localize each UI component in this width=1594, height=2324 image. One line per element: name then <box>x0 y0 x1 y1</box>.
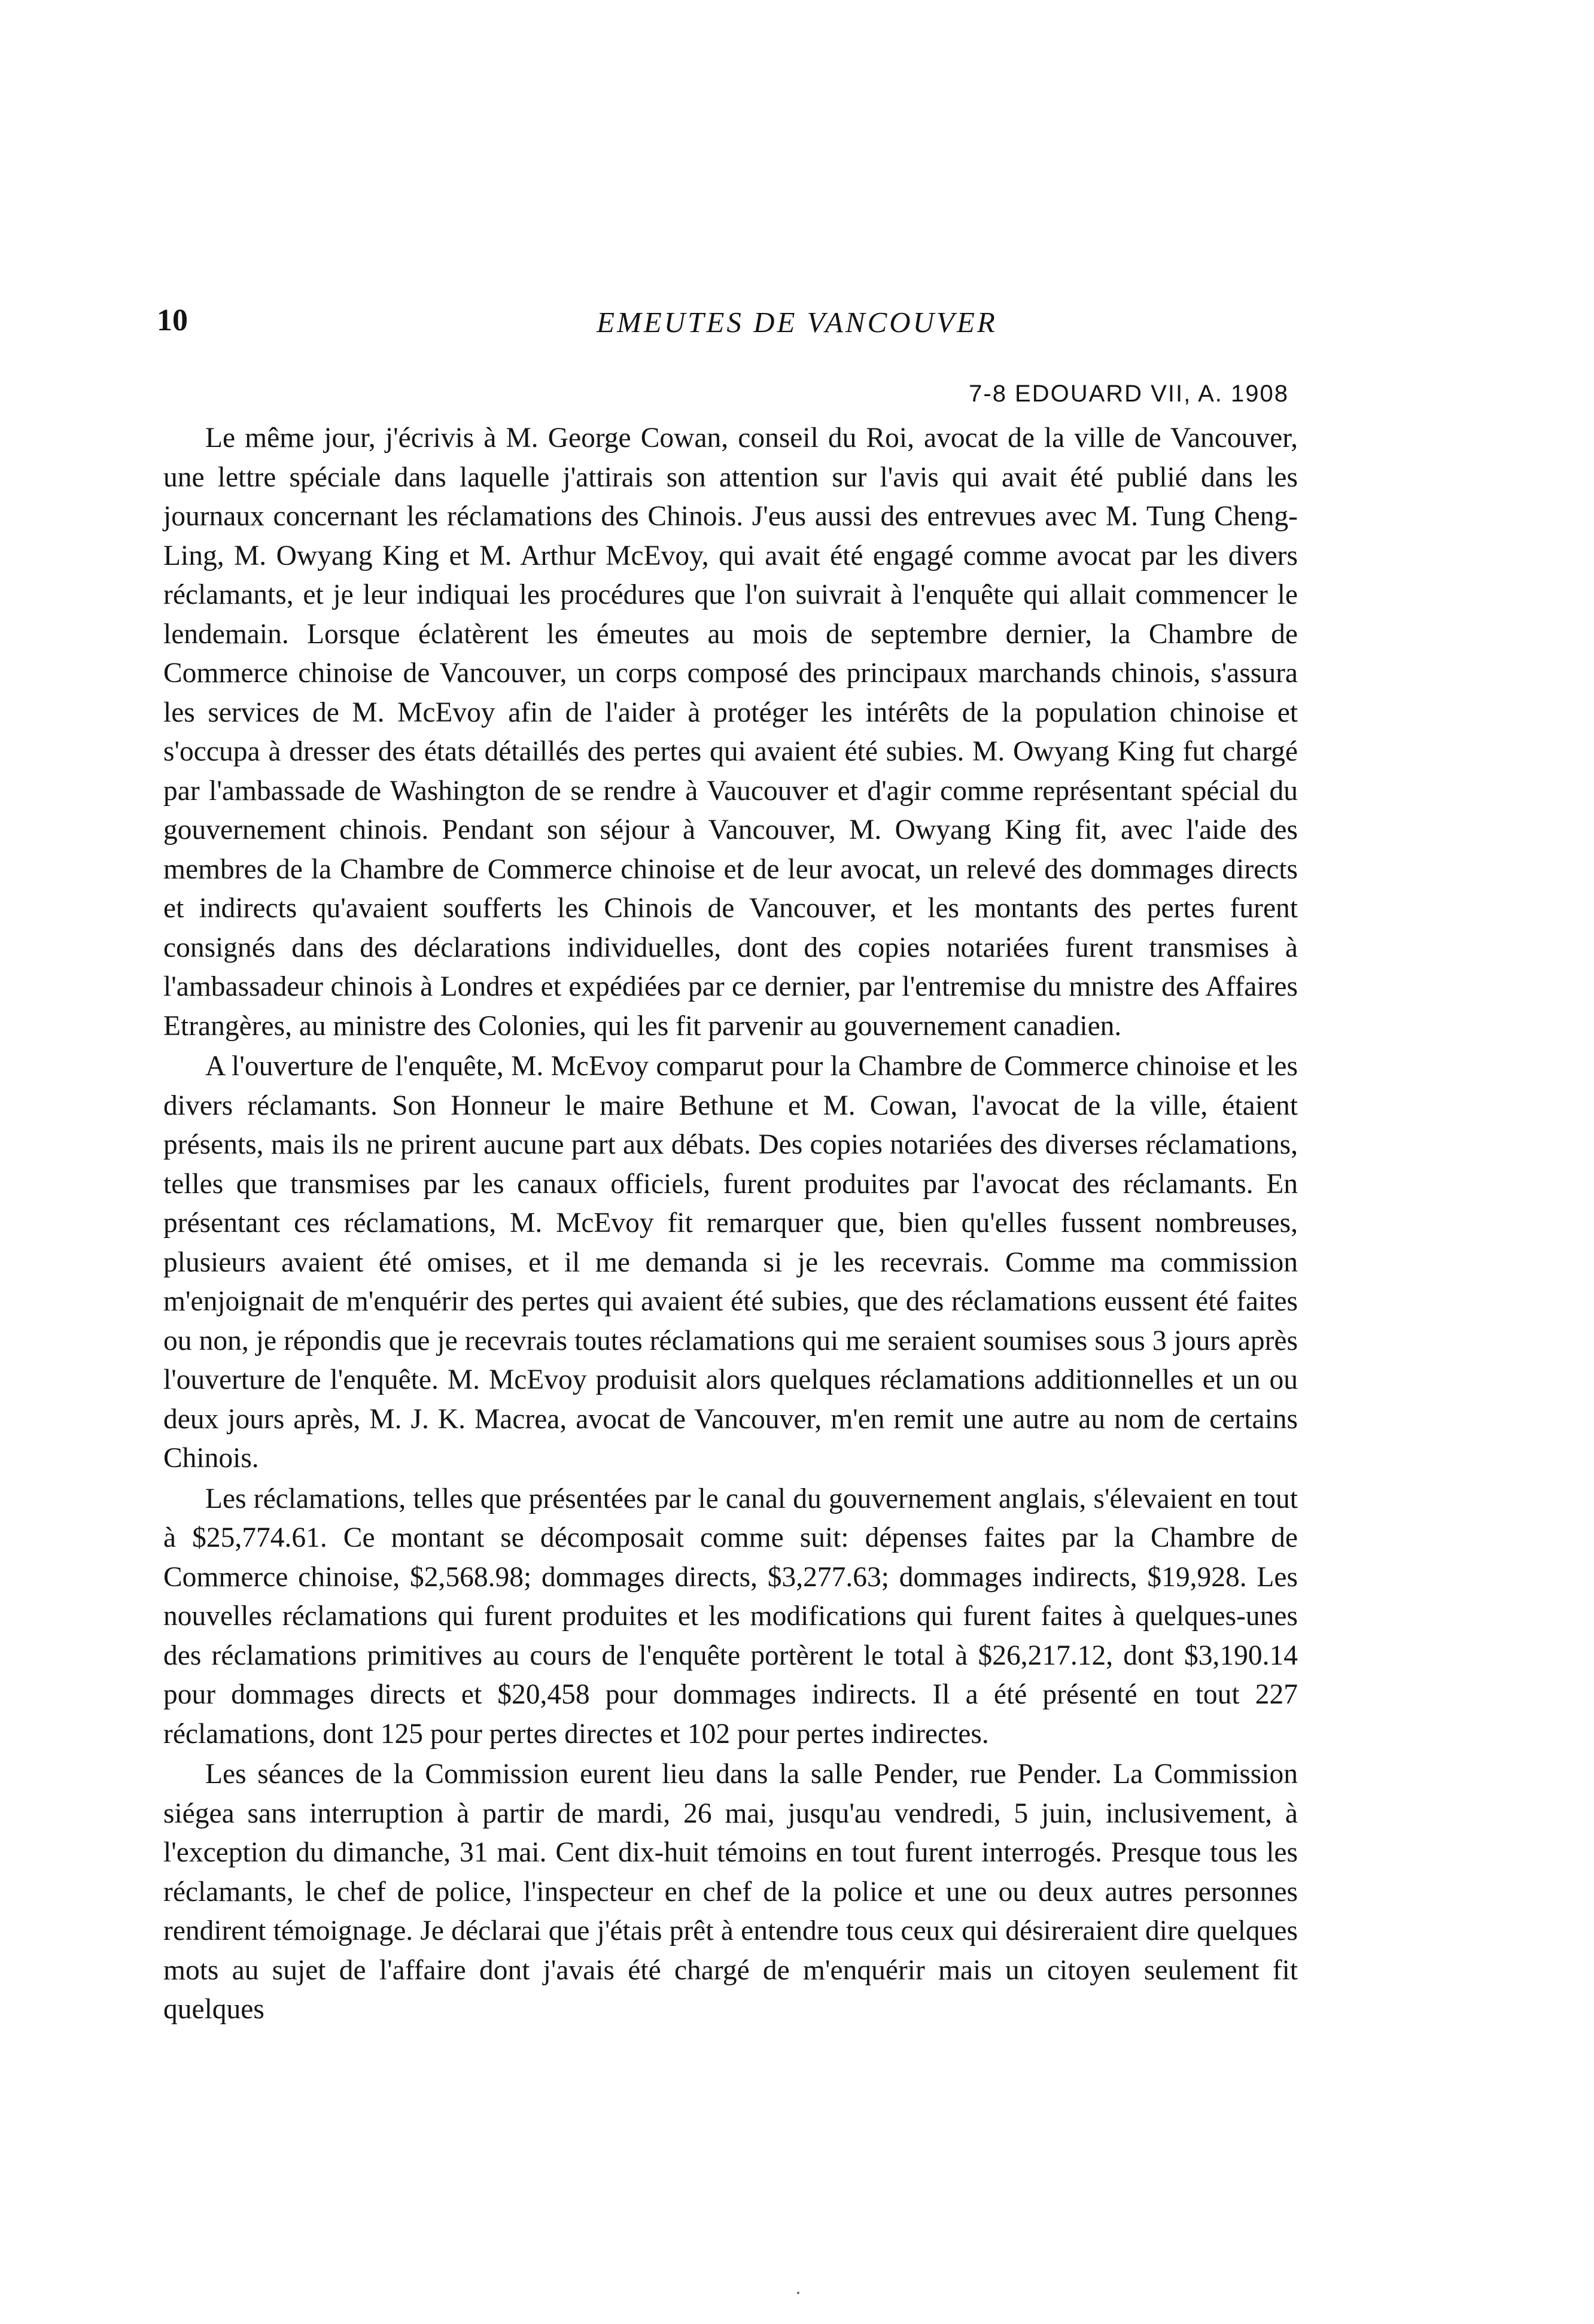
session-header: 7-8 EDOUARD VII, A. 1908 <box>969 381 1289 407</box>
paragraph-1: Le même jour, j'écrivis à M. George Cowan, conseil du Roi, avocat de la ville de Vancouver, une lettre spéciale dans laquelle j'attirais son attention sur l'avis qui avait été publié dans les journaux concernant les réclamations des Chinois. J'eus aussi des entrevues avec M. Tung Cheng-Ling, M. Owyang King et M. Arthur McEvoy, qui avait été engagé comme avocat par les divers réclamants, et je leur indiquai les procédures que l'on suivrait à l'enquête qui allait commencer le lendemain. Lorsque éclatèrent les émeutes au mois de septembre dernier, la Chambre de Commerce chinoise de Vancouver, un corps composé des principaux marchands chinois, s'assura les services de M. McEvoy afin de l'aider à protéger les intérêts de la population chinoise et s'occupa à dresser des états détaillés des pertes qui avaient été subies. M. Owyang King fut chargé par l'ambassade de Washington de se rendre à Vaucouver et d'agir comme représentant spécial du gouvernement chinois. Pendant son séjour à Vancouver, M. Owyang King fit, avec l'aide des membres de la Chambre de Commerce chinoise et de leur avocat, un relevé des dommages directs et indirects qu'avaient soufferts les Chinois de Vancouver, et les montants des pertes furent consignés dans des déclarations individuelles, dont des copies notariées furent transmises à l'ambassadeur chinois à Londres et expédiées par ce dernier, par l'entremise du mnistre des Affaires Etrangères, au ministre des Colonies, qui les fit parvenir au gouvernement canadien. <box>163 422 1298 1042</box>
running-title: EMEUTES DE VANCOUVER <box>597 306 997 339</box>
document-body <box>163 419 1298 2030</box>
paragraph-3: Les réclamations, telles que présentées par le canal du gouvernement anglais, s'élevaient en tout à $25,774.61. Ce montant se décomposait comme suit: dépenses faites par la Chambre de Commerce chinoise, $2,568.98; dommages directs, $3,277.63; dommages indirects, $19,928. Les nouvelles réclamations qui furent produites et les modifications qui furent faites à quelques-unes des réclamations primitives au cours de l'enquête portèrent le total à $26,217.12, dont $3,190.14 pour dommages directs et $20,458 pour dommages indirects. Il a été présenté en tout 227 réclamations, dont 125 pour pertes directes et 102 pour pertes indirectes. <box>163 1483 1298 1750</box>
print-speck <box>797 2292 799 2294</box>
paragraph-4: Les séances de la Commission eurent lieu dans la salle Pender, rue Pender. La Commission siégea sans interruption à partir de mardi, 26 mai, jusqu'au vendredi, 5 juin, inclusivement, à l'exception du dimanche, 31 mai. Cent dix-huit témoins en tout furent interrogés. Presque tous les réclamants, le chef de police, l'inspecteur en chef de la police et une ou deux autres personnes rendirent témoignage. Je déclarai que j'étais prêt à entendre tous ceux qui désireraient dire quelques mots au sujet de l'affaire dont j'avais été chargé de m'enquérir mais un citoyen seulement fit quelques <box>163 1759 1298 2025</box>
paragraph-2: A l'ouverture de l'enquête, M. McEvoy comparut pour la Chambre de Commerce chinoise et les divers réclamants. Son Honneur le maire Bethune et M. Cowan, l'avocat de la ville, étaient présents, mais ils ne prirent aucune part aux débats. Des copies notariées des diverses réclamations, telles que transmises par les canaux officiels, furent produites par l'avocat des réclamants. En présentant ces réclamations, M. McEvoy fit remarquer que, bien qu'elles fussent nombreuses, plusieurs avaient été omises, et il me demanda si je les recevrais. Comme ma commission m'enjoignait de m'enquérir des pertes qui avaient été subies, que des réclamations eussent été faites ou non, je répondis que je recevrais toutes réclamations qui me seraient soumises sous 3 jours après l'ouverture de l'enquête. M. McEvoy produisit alors quelques réclamations additionnelles et un ou deux jours après, M. J. K. Macrea, avocat de Vancouver, m'en remit une autre au nom de certains Chinois. <box>163 1051 1298 1474</box>
page-number: 10 <box>157 303 188 337</box>
